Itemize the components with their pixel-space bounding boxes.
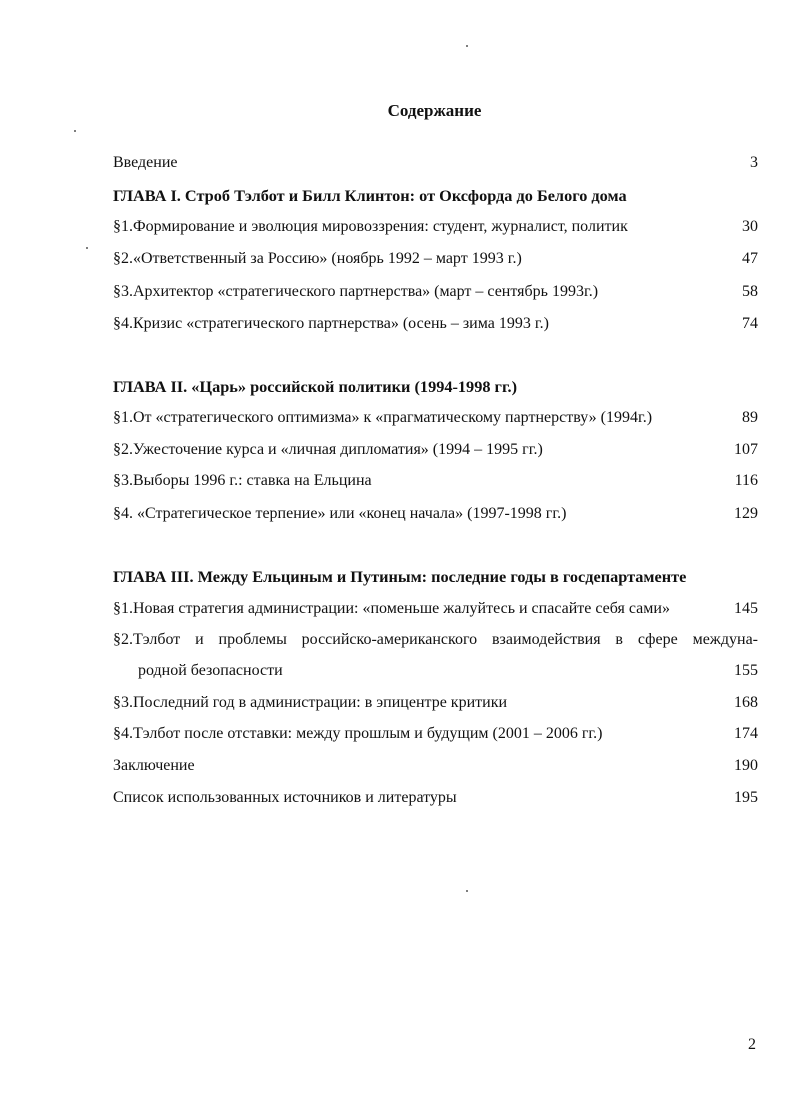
toc-entry-page: 74 xyxy=(742,315,758,332)
toc-entry xyxy=(113,470,758,492)
toc-entry-text: §1.Новая стратегия администрации: «поменьше жалуйтесь и спасайте себя сами» xyxy=(113,600,670,617)
scan-speck xyxy=(74,130,76,132)
toc-entry-text: родной безопасности xyxy=(138,662,283,679)
toc-chapter-text: ГЛАВА III. Между Ельциным и Путиным: последние годы в госдепартаменте xyxy=(113,567,687,586)
toc-entry-page: 129 xyxy=(734,505,758,522)
toc-title: Содержание xyxy=(387,101,482,120)
toc-entry-text: §4.Кризис «стратегического партнерства» (осень – зима 1993 г.) xyxy=(113,315,549,332)
toc-entry-text: §3.Последний год в администрации: в эпицентре критики xyxy=(113,694,508,711)
toc-entry-text: §3.Выборы 1996 г.: ставка на Ельцина xyxy=(113,472,372,489)
toc-entry-page: 168 xyxy=(734,694,758,711)
toc-chapter-1 xyxy=(113,185,758,207)
toc-entry xyxy=(113,598,758,620)
toc-entry-text: §1.Формирование и эволюция мировоззрения: студент, журналист, политик xyxy=(113,218,628,235)
toc-entry-text: §3.Архитектор «стратегического партнерства» (март – сентябрь 1993г.) xyxy=(113,283,599,300)
toc-entry-text: §4.Тэлбот после отставки: между прошлым и будущим (2001 – 2006 гг.) xyxy=(113,725,603,742)
toc-entry-conclusion xyxy=(113,755,758,777)
toc-entry xyxy=(113,248,758,270)
toc-entry xyxy=(113,503,758,525)
toc-entry-page: 58 xyxy=(742,283,758,300)
toc-entry-text: Список использованных источников и литературы xyxy=(113,789,457,806)
toc-entry-page: 190 xyxy=(734,757,758,774)
toc-entry-page: 116 xyxy=(734,472,758,489)
toc-entry-text: §1.От «стратегического оптимизма» к «прагматическому партнерству» (1994г.) xyxy=(113,409,653,426)
toc-entry xyxy=(113,439,758,461)
scan-speck xyxy=(466,45,468,47)
toc-entry-text: §2.«Ответственный за Россию» (ноябрь 1992 – март 1993 г.) xyxy=(113,250,522,267)
toc-entry-text: Введение xyxy=(113,154,178,171)
toc-entry-page: 47 xyxy=(742,250,758,267)
toc-entry xyxy=(113,313,758,335)
toc-chapter-text: ГЛАВА II. «Царь» российской политики (1994-1998 гг.) xyxy=(113,377,517,396)
toc-entry xyxy=(113,216,758,238)
toc-entry-page: 89 xyxy=(742,409,758,426)
toc-entry xyxy=(113,407,758,429)
toc-entry-page: 195 xyxy=(734,789,758,806)
toc-entry-text: §2.Тэлбот и проблемы российско-американского взаимодействия в сфере междуна- xyxy=(113,631,758,648)
toc-chapter-text: ГЛАВА I. Строб Тэлбот и Билл Клинтон: от Оксфорда до Белого дома xyxy=(113,186,627,205)
toc-entry-page: 145 xyxy=(734,600,758,617)
toc-entry-text: Заключение xyxy=(113,757,195,774)
toc-entry xyxy=(113,281,758,303)
scan-speck xyxy=(86,247,88,249)
page-number: 2 xyxy=(748,1036,756,1053)
toc-entry-text: §2.Ужесточение курса и «личная дипломатия» (1994 – 1995 гг.) xyxy=(113,441,543,458)
toc-entry-continuation xyxy=(138,660,758,682)
toc-entry-intro xyxy=(113,152,758,174)
toc-entry-page: 155 xyxy=(734,662,758,679)
toc-entry-page: 3 xyxy=(750,154,758,171)
toc-chapter-2 xyxy=(113,376,758,398)
toc-entry-page: 107 xyxy=(734,441,758,458)
toc-entry-page: 30 xyxy=(742,218,758,235)
toc-entry-bibliography xyxy=(113,787,758,809)
toc-entry-wrapped xyxy=(113,629,758,651)
toc-chapter-3 xyxy=(113,566,758,588)
toc-entry-text: §4. «Стратегическое терпение» или «конец начала» (1997-1998 гг.) xyxy=(113,505,567,522)
scan-speck xyxy=(466,890,468,892)
toc-entry-page: 174 xyxy=(734,725,758,742)
toc-entry xyxy=(113,723,758,745)
toc-entry xyxy=(113,692,758,714)
